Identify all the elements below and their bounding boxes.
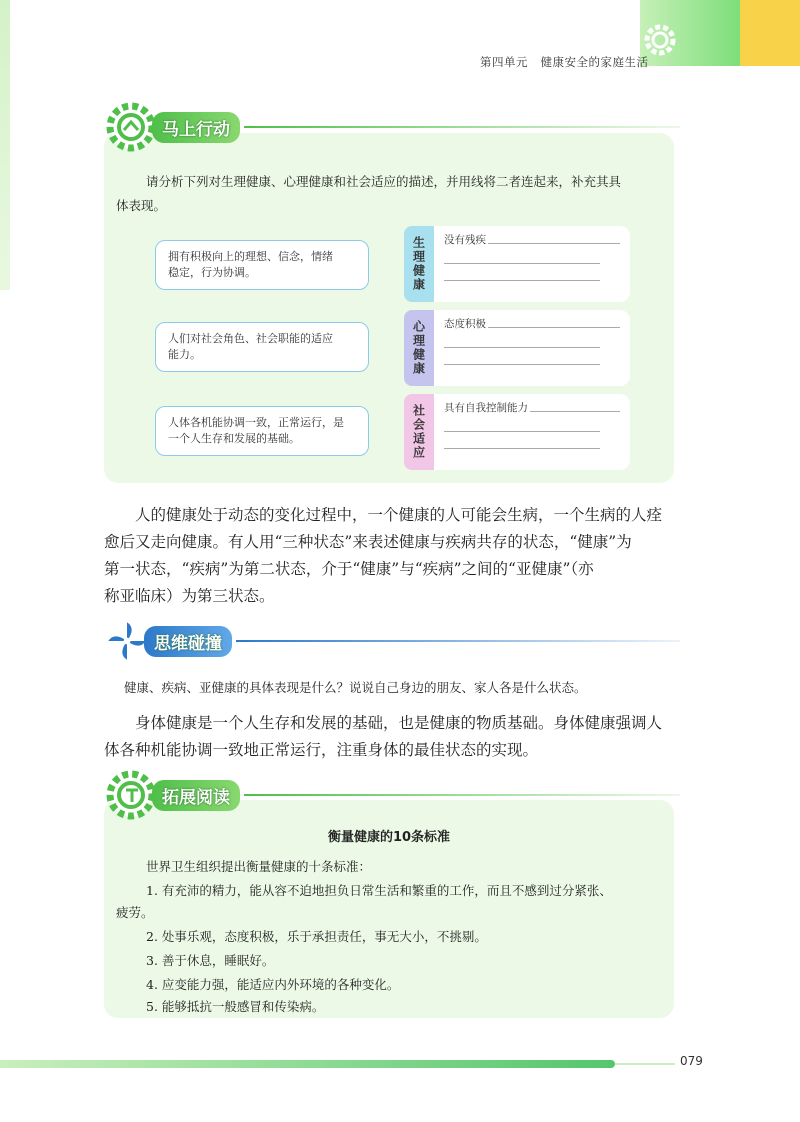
card-example: 具有自我控制能力 <box>444 402 528 414</box>
blank-line <box>444 247 600 264</box>
chapter-label: 健康安全的家庭生活 <box>540 55 649 69</box>
description-text: 一个人生存和发展的基础。 <box>168 432 300 445</box>
gear-icon <box>104 100 158 154</box>
paragraph-line: 体各种机能协调一致地正常运行，注重身体的最佳状态的实现。 <box>104 741 539 759</box>
paragraph-line: 愈后又走向健康。有人用“三种状态”来表述健康与疾病共存的状态，“健康”为 <box>104 533 632 551</box>
reading-item-3: 3. 善于休息，睡眠好。 <box>146 953 275 968</box>
title-underline <box>236 640 680 642</box>
body-paragraph-2-cont <box>104 737 680 764</box>
description-text: 人体各机能协调一致，正常运行，是 <box>168 416 344 429</box>
body-paragraph-2 <box>104 710 680 737</box>
body-paragraph-1-cont <box>104 529 680 610</box>
card-example: 没有残疾 <box>444 234 486 246</box>
category-card-mental <box>434 310 630 386</box>
paragraph-line: 第一状态，“疾病”为第二状态，介于“健康”与“疾病”之间的“亚健康”（亦 <box>104 560 594 578</box>
description-box-1 <box>155 240 369 290</box>
section-title-text: 马上行动 <box>152 112 240 143</box>
category-label-mental: 心理健康 <box>404 310 434 386</box>
body-paragraph-1 <box>104 502 680 529</box>
blank-line <box>530 400 620 412</box>
description-box-2 <box>155 322 369 372</box>
think-question: 健康、疾病、亚健康的具体表现是什么？说说自己身边的朋友、家人各是什么状态。 <box>124 680 587 695</box>
unit-label: 第四单元 <box>480 55 528 69</box>
reading-item-2: 2. 处事乐观，态度积极，乐于承担责任，事无大小，不挑剔。 <box>146 929 487 944</box>
category-label-social: 社会适应 <box>404 394 434 470</box>
footer-line <box>615 1063 675 1065</box>
section-title-text: 拓展阅读 <box>152 780 240 811</box>
card-example: 态度积极 <box>444 318 486 330</box>
page-number: 079 <box>680 1054 703 1068</box>
blank-line <box>488 232 620 244</box>
footer-bar <box>0 1060 615 1068</box>
paragraph-line: 人的健康处于动态的变化过程中，一个健康的人可能会生病，一个生病的人痊 <box>135 506 663 524</box>
description-text: 稳定，行为协调。 <box>168 266 256 279</box>
description-text: 人们对社会角色、社会职能的适应 <box>168 332 333 345</box>
reading-heading: 衡量健康的10条标准 <box>327 830 451 845</box>
category-label-physical: 生理健康 <box>404 226 434 302</box>
left-decor-strip <box>0 0 10 290</box>
instruction-line-1: 请分析下列对生理健康、心理健康和社会适应的描述，并用线将二者连起来，补充其具 <box>146 174 622 189</box>
blank-line <box>444 331 600 348</box>
running-header <box>480 54 648 70</box>
reading-item-4: 4. 应变能力强，能适应内外环境的各种变化。 <box>146 977 400 992</box>
reading-item-1-cont: 疲劳。 <box>116 905 154 920</box>
reading-item-5: 5. 能够抵抗一般感冒和传染病。 <box>146 999 325 1014</box>
reading-item-1: 1. 有充沛的精力，能从容不迫地担负日常生活和繁重的工作，而且不感到过分紧张、 <box>146 883 612 898</box>
description-text: 能力。 <box>168 348 201 361</box>
category-card-social <box>434 394 630 470</box>
category-card-physical <box>434 226 630 302</box>
description-text: 拥有积极向上的理想、信念，情绪 <box>168 250 333 263</box>
description-box-3 <box>155 406 369 456</box>
top-decor-yellow <box>740 0 800 66</box>
section-title-reading <box>104 768 680 822</box>
section-title-text: 思维碰撞 <box>144 626 232 657</box>
section-title-think <box>104 618 680 664</box>
blank-line <box>444 432 600 449</box>
paragraph-line: 身体健康是一个人生存和发展的基础，也是健康的物质基础。身体健康强调人 <box>135 714 663 732</box>
paragraph-line: 称亚临床）为第三状态。 <box>104 587 275 605</box>
blank-line <box>444 415 600 432</box>
blank-line <box>488 316 620 328</box>
title-underline <box>244 126 680 128</box>
section-title-action <box>104 100 680 154</box>
blank-line <box>444 348 600 365</box>
gear-icon <box>104 768 158 822</box>
instruction-line-2: 体表现。 <box>116 198 167 213</box>
reading-intro: 世界卫生组织提出衡量健康的十条标准： <box>146 859 372 874</box>
title-underline <box>244 794 680 796</box>
blank-line <box>444 264 600 281</box>
